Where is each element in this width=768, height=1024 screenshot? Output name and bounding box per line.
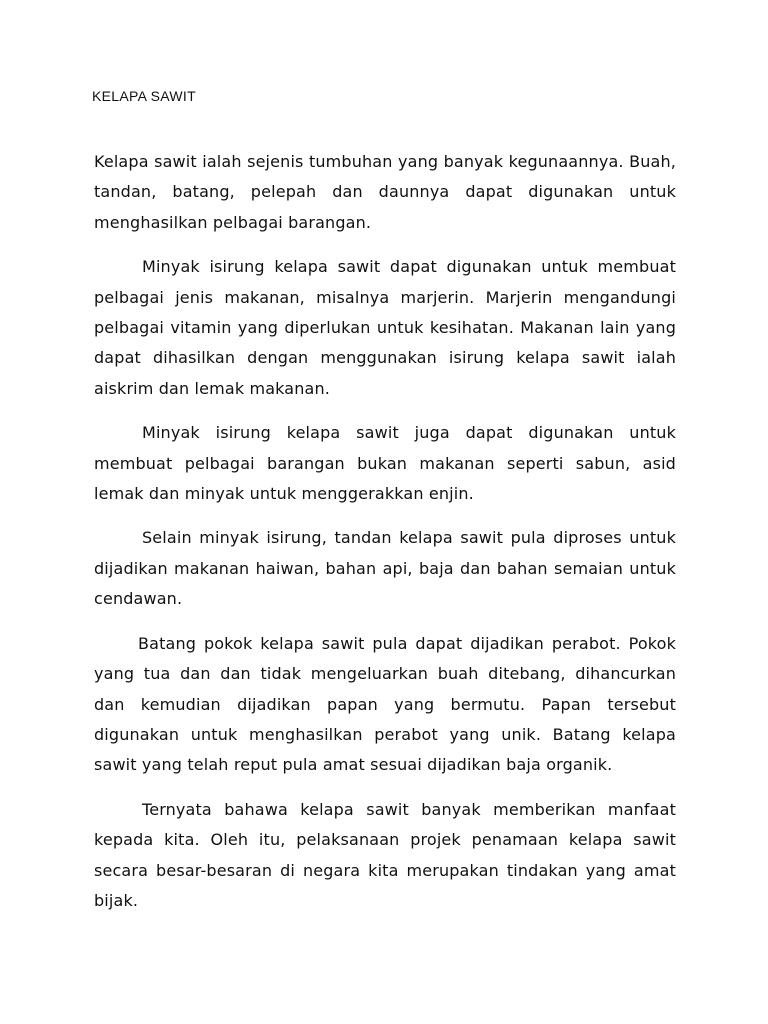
document-body — [94, 147, 676, 930]
paragraph-food-uses: Minyak isirung kelapa sawit dapat digunakan untuk membuat pelbagai jenis makanan, misalnya marjerin. Marjerin mengandungi pelbagai vitamin yang diperlukan untuk kesihatan. Makanan lain yang dapat dihasilkan dengan menggunakan isirung kelapa sawit ialah aiskrim dan lemak makanan. — [94, 257, 676, 398]
paragraph-conclusion: Ternyata bahawa kelapa sawit banyak memberikan manfaat kepada kita. Oleh itu, pelaksanaan projek penamaan kelapa sawit secara besar-besaran di negara kita merupakan tindakan yang amat bijak. — [94, 799, 676, 910]
paragraph-trunk-uses: Batang pokok kelapa sawit pula dapat dijadikan perabot. Pokok yang tua dan dan tidak mengeluarkan buah ditebang, dihancurkan dan kemudian dijadikan papan yang bermutu. Papan tersebut digunakan untuk menghasilkan perabot yang unik. Batang kelapa sawit yang telah reput pula amat sesuai dijadikan baja organik. — [94, 633, 676, 775]
paragraph-non-food-uses: Minyak isirung kelapa sawit juga dapat digunakan untuk membuat pelbagai barangan bukan makanan seperti sabun, asid lemak dan minyak untuk menggerakkan enjin. — [94, 423, 676, 504]
paragraph-bunch-uses: Selain minyak isirung, tandan kelapa sawit pula diproses untuk dijadikan makanan haiwan, bahan api, baja dan bahan semaian untuk cendawan. — [94, 528, 676, 609]
document-title: KELAPA SAWIT — [92, 88, 196, 104]
paragraph-intro: Kelapa sawit ialah sejenis tumbuhan yang banyak kegunaannya. Buah, tandan, batang, pelepah dan daunnya dapat digunakan untuk menghasilkan pelbagai barangan. — [94, 152, 676, 232]
